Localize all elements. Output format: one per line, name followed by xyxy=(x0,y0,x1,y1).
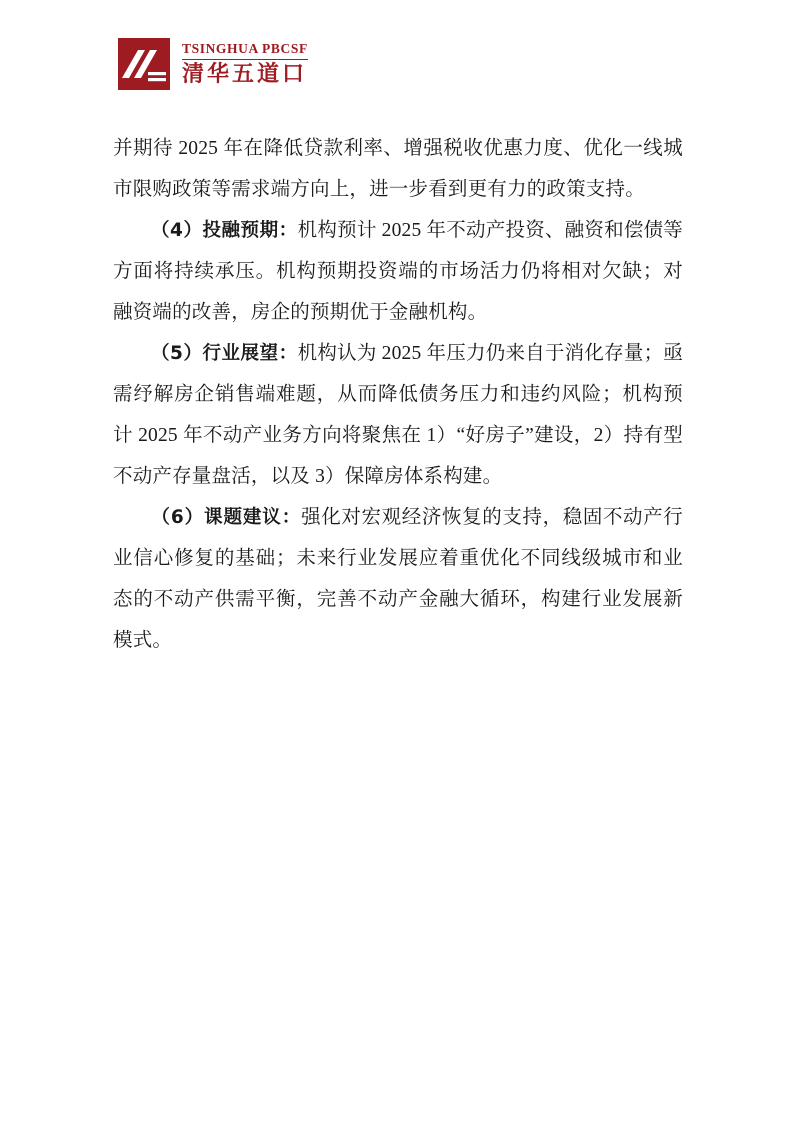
logo-wordmark xyxy=(182,42,308,86)
paragraph-text: 并期待 2025 年在降低贷款利率、增强税收优惠力度、优化一线城市限购政策等需求端方向上，进一步看到更有力的政策支持。 xyxy=(113,138,683,200)
tsinghua-pbcsf-logo-icon xyxy=(118,38,170,90)
paragraph-investment-financing xyxy=(113,210,683,333)
paragraph-label: （4）投融预期： xyxy=(151,220,298,241)
document-body xyxy=(113,128,683,661)
paragraph-text: 强化对宏观经济恢复的支持，稳固不动产行业信心修复的基础；未来行业发展应着重优化不同线级城市和业态的不动产供需平衡，完善不动产金融大循环，构建行业发展新模式。 xyxy=(113,507,683,651)
paragraph-label: （5）行业展望： xyxy=(151,343,298,364)
logo-chinese-text: 清华五道口 xyxy=(182,62,308,87)
logo-english-text: TSINGHUA PBCSF xyxy=(182,41,308,56)
paragraph-text: 机构预计 2025 年不动产投资、融资和偿债等方面将持续承压。机构预期投资端的市场活力仍将相对欠缺；对融资端的改善，房企的预期优于金融机构。 xyxy=(113,220,684,323)
paragraph-continuation xyxy=(113,128,683,210)
paragraph-text: 机构认为 2025 年压力仍来自于消化存量；亟需纾解房企销售端难题，从而降低债务压力和违约风险；机构预计 2025 年不动产业务方向将聚焦在 1）“好房子”建设，2）持有型不动产存量盘活，以及 3）保障房体系构建。 xyxy=(113,343,684,487)
document-header xyxy=(118,38,308,90)
paragraph-label: （6）课题建议： xyxy=(151,507,302,528)
paragraph-industry-outlook xyxy=(113,333,683,497)
paragraph-topic-suggestion xyxy=(113,497,683,661)
logo-divider xyxy=(182,59,308,61)
